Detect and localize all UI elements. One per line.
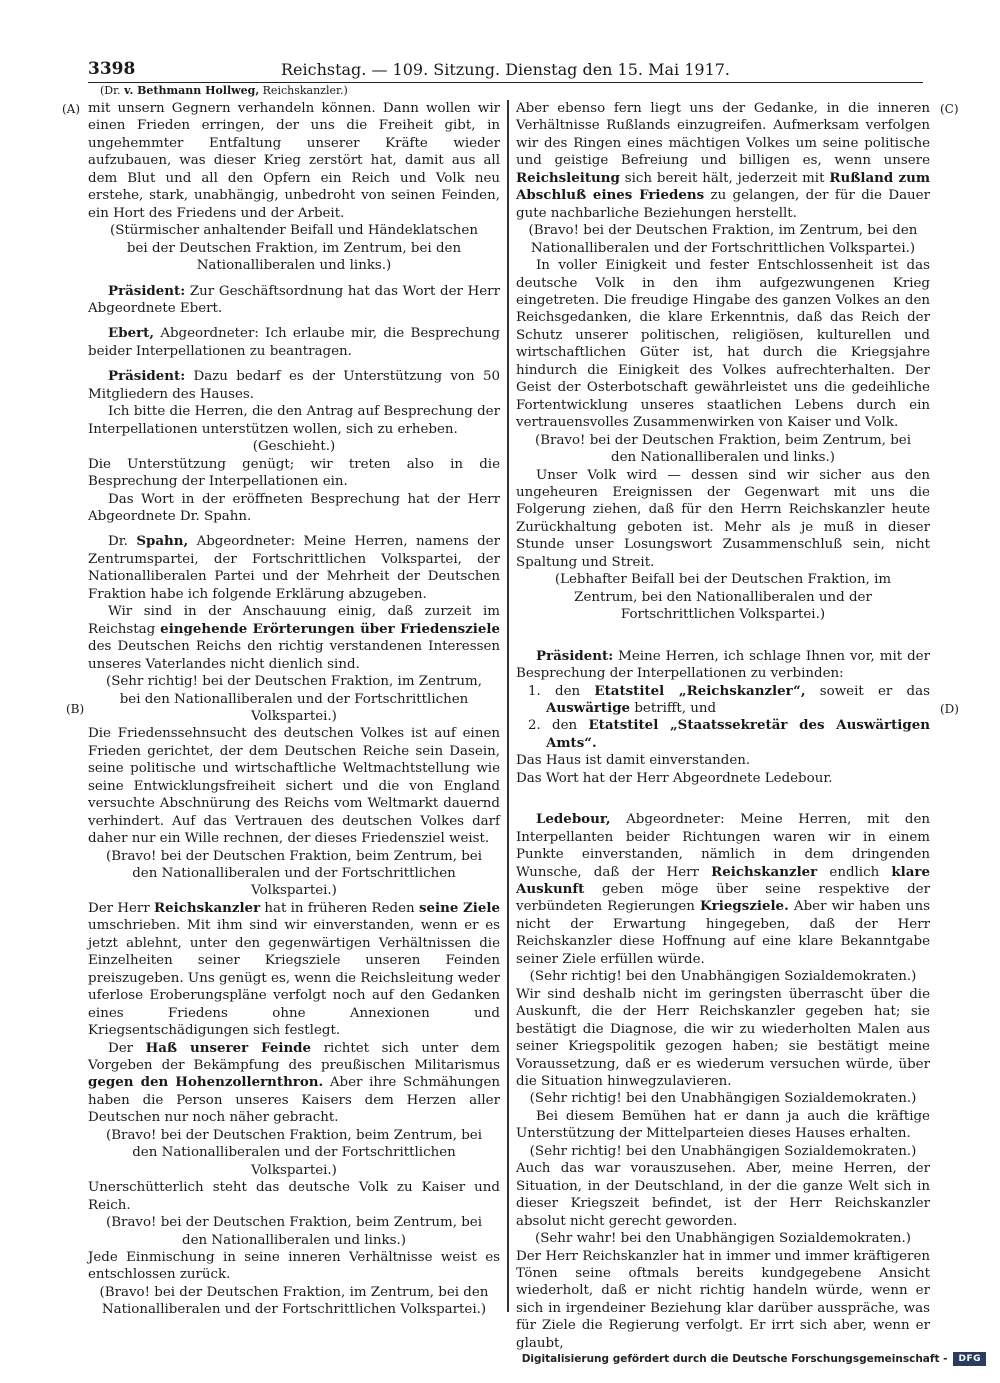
interjection: (Bravo! bei der Deutschen Fraktion, im Zentrum, bei den Nationalliberalen und der Fortschrittlichen Volkspartei.) [528, 223, 918, 256]
column-divider [507, 100, 509, 1312]
interjection: (Sehr richtig! bei den Unabhängigen Sozialdemokraten.) [529, 969, 917, 985]
margin-marker-d: (D) [940, 702, 959, 716]
interjection: (Bravo! bei der Deutschen Fraktion, beim Zentrum, bei den Nationalliberalen und der Fortschrittlichen Volkspartei.) [105, 1127, 482, 1178]
dfg-logo: DFG [953, 1352, 986, 1366]
interjection: (Bravo! bei der Deutschen Fraktion, beim Zentrum, bei den Nationalliberalen und links.) [534, 432, 911, 466]
margin-marker-c: (C) [940, 102, 959, 116]
paragraph: Unser Volk wird — dessen sind wir sicher aus den ungeheuren Ereignissen der Gegenwart mit uns die Folgerung ziehen, daß für den Herrn Reichskanzler heute Zurückhaltung geboten ist. Mehr als je muß in dieser Stunde unser Losungswort Zusammenschluß sein, nicht Spaltung und Streit. [516, 467, 930, 570]
paragraph: Das Wort in der eröffneten Besprechung hat der Herr Abgeordnete Dr. Spahn. [88, 491, 500, 524]
interjection: (Lebhafter Beifall bei der Deutschen Fraktion, im Zentrum, bei den Nationalliberalen und der Fortschrittlichen Volkspartei.) [554, 572, 892, 623]
interjection: (Bravo! bei der Deutschen Fraktion, im Zentrum, bei den Nationalliberalen und der Fortschrittlichen Volkspartei.) [99, 1284, 489, 1318]
paragraph: Auch das war vorauszusehen. Aber, meine Herren, der Situation, in der Deutschland, in der die ganze Welt sich in dieser Kriegszeit befindet, ist der Herr Reichskanzler absolut nicht gerecht geworden. [516, 1161, 930, 1229]
running-speaker-tag: (Dr. v. Bethmann Hollweg, Reichskanzler.) [100, 84, 348, 97]
interjection: (Sehr wahr! bei den Unabhängigen Sozialdemokraten.) [534, 1231, 912, 1247]
paragraph: Präsident: Zur Geschäftsordnung hat das Wort der Herr Abgeordnete Ebert. [88, 282, 500, 316]
page-title: Reichstag. — 109. Sitzung. Dienstag den 15. Mai 1917. [280, 60, 731, 79]
paragraph: Ebert, Abgeordneter: Ich erlaube mir, die Besprechung beider Interpellationen zu beantragen. [88, 325, 500, 359]
list-item: 1. den Etatstitel „Reichskanzler“, soweit er das Auswärtige betrifft, und [528, 682, 930, 716]
interjection: (Sehr richtig! bei der Deutschen Fraktion, im Zentrum, bei den Nationalliberalen und der Fortschrittlichen Volkspartei.) [105, 674, 483, 724]
paragraph: Der Herr Reichskanzler hat in immer und immer kräftigeren Tönen seine oftmals bereits kundgegebene Ansicht wiederholt, daß er nicht richtig handeln würde, wenn er sich in irgendeiner Beziehung klar darüber ausspräche, was für Ziele die Regierung verfolgt. Er irrt sich aber, wenn er glaubt, [516, 1248, 930, 1351]
paragraph: Der Haß unserer Feinde richtet sich unter dem Vorgeben der Bekämpfung des preußischen Militarismus gegen den Hohenzollernthron. Aber ihre Schmähungen haben die Person unseres Kaisers dem Herzen aller Deutschen nur noch näher gebracht. [88, 1039, 501, 1126]
paragraph: Unerschütterlich steht das deutsche Volk zu Kaiser und Reich. [88, 1180, 500, 1213]
paragraph: Dr. Spahn, Abgeordneter: Meine Herren, namens der Zentrumspartei, der Fortschrittlichen Volkspartei, der Nationalliberalen Partei und der Mehrheit der Deutschen Fraktion habe ich folgende Erklärung abzugeben. [88, 533, 500, 602]
paragraph: Das Haus ist damit einverstanden. [516, 753, 751, 769]
paragraph: Die Unterstützung genügt; wir treten also in die Besprechung der Interpellationen ein. [88, 456, 500, 490]
paragraph: In voller Einigkeit und fester Entschlossenheit ist das deutsche Volk in den ihm aufgezwungenen Krieg eingetreten. Die freudige Hingabe des ganzen Volkes an den Reichsgedanken, die klare Erkenntnis, daß das Reich der Schutz unserer politischen, religiösen, kulturellen und wirtschaftlichen Güter ist, hat durch die Kriegsjahre hindurch die Einigkeit des Volkes aufrechterhalten. Der Geist der Osterbotschaft gewährleistet uns die gedeihliche Fortentwicklung unseres staatlichen Lebens durch ein vertrauensvolles Zusammenwirken von Kaiser und Volk. [516, 258, 930, 431]
page-header [88, 54, 923, 83]
interjection: (Bravo! bei der Deutschen Fraktion, beim Zentrum, bei den Nationalliberalen und links.) [105, 1215, 482, 1248]
page-number: 3398 [88, 59, 136, 79]
list-item: 2. den Etatstitel „Staatssekretär des Auswärtigen Amts“. [528, 717, 930, 751]
paragraph: Aber ebenso fern liegt uns der Gedanke, in die inneren Verhältnisse Rußlands einzugreifen. Aufmerksam verfolgen wir des Ringen eines mächtigen Volkes um seine politische und geistige Befreiung und billigen es, wenn unsere Reichsleitung sich bereit hält, jederzeit mit Rußland zum Abschluß eines Friedens zu gelangen, der für die Dauer gute nachbarliche Beziehungen herstellt. [516, 101, 931, 221]
paragraph: Wir sind deshalb nicht im geringsten überrascht über die Auskunft, die der Herr Reichskanzler gegeben hat; sie bestätigt die Diagnose, die wir zu wiederholten Malen aus seiner Kriegspolitik gezogen haben; sie bestätigt meine Voraussetzung, daß er es wiederum versuchen würde, über die Situation hinwegzulavieren. [516, 986, 930, 1090]
footer-credit: Digitalisierung gefördert durch die Deutsche Forschungsgemeinschaft - [521, 1353, 948, 1365]
paragraph: Bei diesem Bemühen hat er dann ja auch die kräftige Unterstützung der Mittelparteien dieses Hauses erhalten. [516, 1108, 930, 1142]
paragraph: Die Friedenssehnsucht des deutschen Volkes ist auf einen Frieden gerichtet, der dem Deutschen Reiche sein Dasein, seine politische und wirtschaftliche Weltmachtstellung wie seine Entwicklungsfreiheit sichert und die von England versuchte Abschnürung des Reichs vom Weltmarkt dauernd verhindert. Auf das Vertrauen des deutschen Volkes darf daher nur ein Wille rechnen, der dieses Friedensziel weist. [88, 726, 500, 847]
paragraph: Das Wort hat der Herr Abgeordnete Ledebour. [516, 770, 833, 786]
paragraph: Ledebour, Abgeordneter: Meine Herren, mit den Interpellanten beider Richtungen waren wir in einem Punkte einverstanden, nämlich in dem dringenden Wunsche, daß der Herr Reichskanzler endlich klare Auskunft geben möge über seine respektive der verbündeten Regierungen Kriegsziele. Aber wir haben uns nicht der Erwartung hingegeben, daß der Herr Reichskanzler diese Hoffnung auf eine klare Bekanntgabe seiner Ziele erfüllen würde. [516, 811, 930, 967]
paragraph: Der Herr Reichskanzler hat in früheren Reden seine Ziele umschrieben. Mit ihm sind wir einverstanden, wenn er es jetzt ablehnt, unter den gegenwärtigen Verhältnissen die Einzelheiten seiner Kriegsziele unseren Feinden preiszugeben. Uns genügt es, wenn die Reichsleitung weder uferlose Eroberungspläne verfolgt noch auf den Gedanken eines Friedens ohne Annexionen und Kriegsentschädigungen sich festlegt. [88, 899, 500, 1039]
paragraph: Präsident: Meine Herren, ich schlage Ihnen vor, mit der Besprechung der Interpellationen zu verbinden: [516, 647, 930, 682]
interjection: (Stürmischer anhaltender Beifall und Händeklatschen bei der Deutschen Fraktion, im Zentrum, bei den Nationalliberalen und links.) [110, 223, 478, 274]
margin-marker-b: (B) [66, 702, 85, 716]
interjection: (Sehr richtig! bei den Unabhängigen Sozialdemokraten.) [529, 1143, 917, 1159]
left-column [88, 100, 500, 1319]
paragraph: mit unsern Gegnern verhandeln können. Dann wollen wir einen Frieden erringen, der uns die Freiheit gibt, in ungehemmter Entfaltung unserer Kräfte wieder aufzubauen, was dieser Krieg zerstört hat, damit aus all dem Blut und all den Opfern ein Reich und Volk neu erstehe, stark, unabhängig, unbedroht von seinen Feinden, ein Hort des Friedens und der Arbeit. [88, 101, 500, 221]
paragraph: Jede Einmischung in seine inneren Verhältnisse weist es entschlossen zurück. [88, 1250, 500, 1283]
interjection: (Sehr richtig! bei den Unabhängigen Sozialdemokraten.) [529, 1091, 917, 1107]
digitization-footer [522, 1352, 986, 1366]
margin-marker-a: (A) [62, 102, 81, 116]
interjection: (Geschieht.) [252, 439, 336, 455]
paragraph: Präsident: Dazu bedarf es der Unterstützung von 50 Mitgliedern des Hauses. [88, 368, 500, 402]
paragraph: Ich bitte die Herren, die den Antrag auf Besprechung der Interpellationen unterstützen wollen, sich zu erheben. [88, 404, 500, 437]
right-column [516, 100, 930, 1352]
interjection: (Bravo! bei der Deutschen Fraktion, beim Zentrum, bei den Nationalliberalen und der Fortschrittlichen Volkspartei.) [105, 848, 482, 899]
paragraph: Wir sind in der Anschauung einig, daß zurzeit im Reichstag eingehende Erörterungen über Friedensziele des Deutschen Reichs den richtig verstandenen Interessen unseres Vaterlandes nicht dienlich sind. [88, 604, 500, 672]
